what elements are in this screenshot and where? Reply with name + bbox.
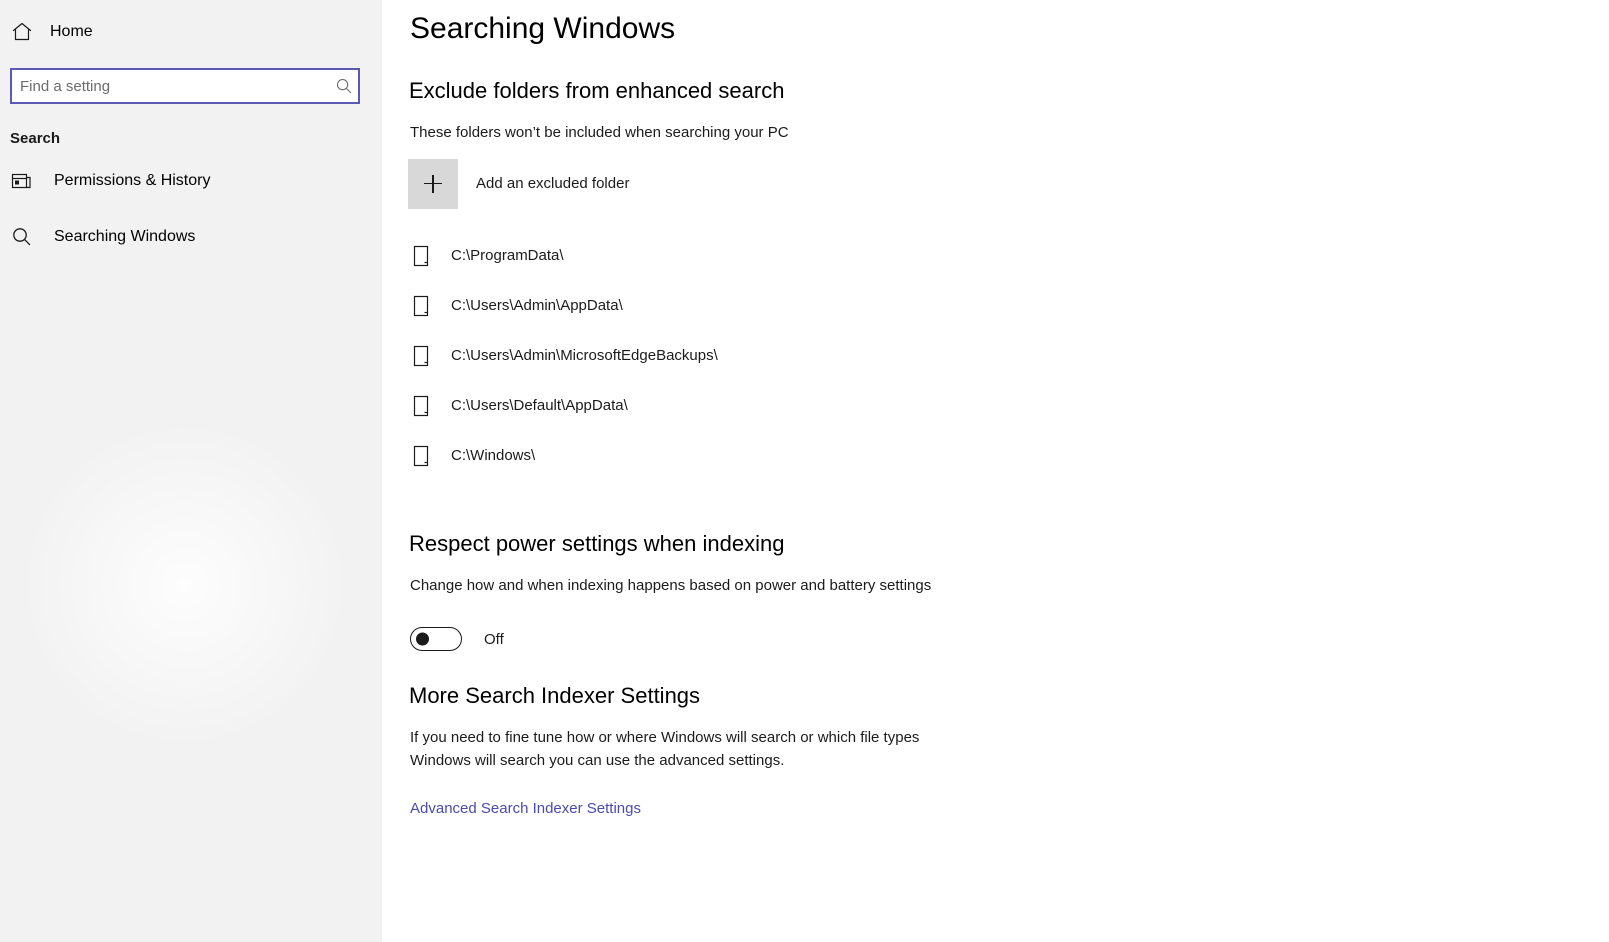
- list-item[interactable]: [408, 431, 1609, 481]
- section-spacer: [408, 481, 1609, 499]
- add-excluded-folder-label: Add an excluded folder: [476, 175, 630, 192]
- indexer-settings-heading: More Search Indexer Settings: [409, 683, 701, 708]
- excluded-folders-list: [408, 231, 1609, 481]
- home-icon: [10, 20, 34, 44]
- sidebar-group-label: Search: [10, 130, 61, 147]
- list-item[interactable]: [408, 231, 1609, 281]
- folder-path: C:\Users\Admin\MicrosoftEdgeBackups\: [451, 347, 718, 364]
- sidebar-item-home[interactable]: [0, 10, 382, 54]
- power-settings-description: Change how and when indexing happens based on power and battery settings: [410, 576, 932, 594]
- magnifier-icon: [10, 225, 34, 249]
- list-item[interactable]: [408, 281, 1609, 331]
- permissions-history-icon: [10, 169, 34, 193]
- sidebar: [0, 0, 382, 942]
- list-item[interactable]: [408, 381, 1609, 431]
- exclude-folders-heading: Exclude folders from enhanced search: [409, 78, 785, 103]
- sidebar-item-searching-windows[interactable]: [0, 215, 382, 259]
- exclude-folders-description: These folders won’t be included when searching your PC: [410, 124, 789, 141]
- folder-icon: [411, 394, 433, 418]
- indexer-settings-description: If you need to fine tune how or where Windows will search or which file types Windows will search you can use the advanced settings.: [410, 729, 920, 769]
- add-excluded-folder-button[interactable]: [408, 159, 458, 209]
- folder-path: C:\ProgramData\: [451, 247, 564, 264]
- folder-icon: [411, 444, 433, 468]
- add-excluded-folder-row[interactable]: [408, 159, 1609, 209]
- power-settings-toggle[interactable]: [410, 627, 462, 651]
- plus-icon: [424, 175, 442, 193]
- main-content: [382, 0, 1609, 942]
- sidebar-item-label: Searching Windows: [54, 228, 196, 245]
- power-settings-heading: Respect power settings when indexing: [409, 530, 785, 556]
- power-settings-toggle-row[interactable]: [408, 627, 1609, 651]
- sidebar-item-label: Permissions & History: [54, 172, 211, 189]
- folder-icon: [411, 344, 433, 368]
- folder-path: C:\Windows\: [451, 447, 536, 464]
- search-setting-box[interactable]: [10, 68, 360, 104]
- sidebar-home-label: Home: [50, 23, 93, 40]
- folder-icon: [411, 244, 433, 268]
- folder-path: C:\Users\Default\AppData\: [451, 397, 628, 414]
- folder-path: C:\Users\Admin\AppData\: [451, 297, 623, 314]
- sidebar-item-permissions-history[interactable]: [0, 159, 382, 203]
- search-input[interactable]: [12, 70, 330, 102]
- folder-icon: [411, 294, 433, 318]
- sidebar-background-glow: [20, 420, 350, 750]
- advanced-search-indexer-settings-link[interactable]: Advanced Search Indexer Settings: [410, 800, 641, 817]
- toggle-knob: [416, 633, 429, 646]
- list-item[interactable]: [408, 331, 1609, 381]
- toggle-state-label: Off: [484, 630, 504, 648]
- search-icon[interactable]: [330, 70, 358, 102]
- page-title: Searching Windows: [410, 12, 676, 45]
